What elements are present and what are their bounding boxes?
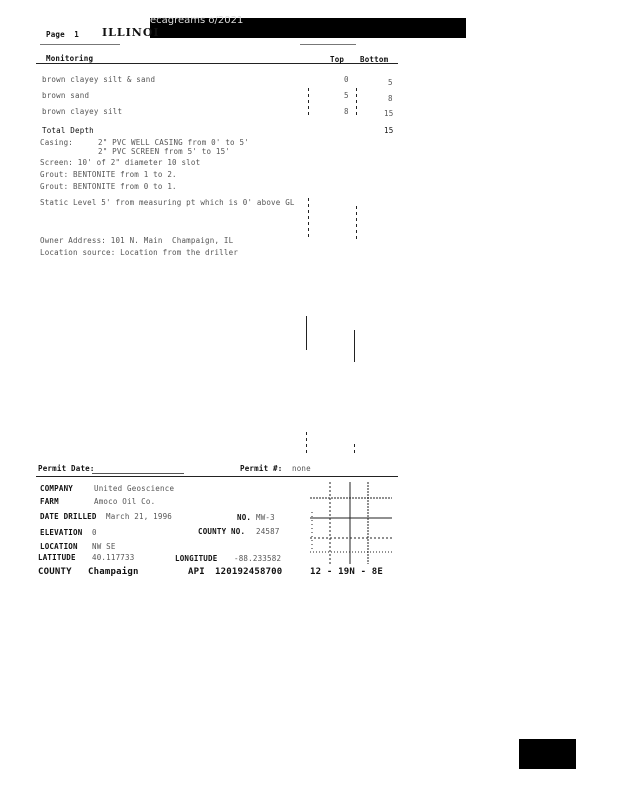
location-label: LOCATION: [40, 542, 78, 551]
col-bottom: Bottom: [360, 55, 389, 64]
scan-mark: [306, 316, 307, 350]
no-value: MW-3: [256, 513, 275, 522]
farm-label: FARM: [40, 497, 59, 506]
casing-line-2: 2" PVC SCREEN from 5' to 15': [98, 147, 231, 156]
owner-address-line: Owner Address: 101 N. Main Champaign, IL: [40, 236, 234, 245]
footer-rule: [36, 476, 398, 477]
stratum-bottom: 15: [384, 109, 394, 118]
permit-date-label: Permit Date:: [38, 464, 95, 473]
county-no-label: COUNTY NO.: [198, 527, 246, 536]
stratum-desc: brown clayey silt & sand: [42, 75, 156, 84]
grout-line-1: Grout: BENTONITE from 1 to 2.: [40, 170, 177, 179]
col-top: Top: [330, 55, 345, 64]
elevation-value: 0: [92, 528, 97, 537]
scan-mark: [356, 88, 357, 118]
date-drilled-value: March 21, 1996: [106, 512, 173, 521]
permit-no-label: Permit #:: [240, 464, 283, 473]
scan-mark: [308, 198, 309, 238]
document-title: ILLINOI: [102, 26, 160, 39]
scan-mark: [308, 88, 309, 118]
county-no-value: 24587: [256, 527, 280, 536]
total-depth-value: 15: [384, 126, 394, 135]
elevation-label: ELEVATION: [40, 528, 83, 537]
location-value: NW SE: [92, 542, 116, 551]
section-grid: [310, 482, 392, 564]
date-drilled-label: DATE DRILLED: [40, 512, 97, 521]
scan-mark: [306, 432, 307, 454]
screen-line: Screen: 10' of 2" diameter 10 slot: [40, 158, 201, 167]
redaction-bar: [150, 15, 466, 38]
rule: [300, 44, 356, 45]
stratum-top: 5: [344, 91, 349, 100]
stratum-desc: brown sand: [42, 91, 90, 100]
latitude-value: 40.117733: [92, 553, 135, 562]
grout-line-2: Grout: BENTONITE from 0 to 1.: [40, 182, 177, 191]
casing-label: Casing:: [40, 138, 74, 147]
scan-mark: [354, 444, 355, 456]
scan-mark: [354, 330, 355, 362]
rule: [40, 44, 120, 45]
county-label: COUNTY: [38, 567, 72, 577]
api-value: 120192458700: [215, 567, 283, 577]
stratum-desc: brown clayey silt: [42, 107, 123, 116]
corner-block: [519, 739, 576, 769]
company-label: COMPANY: [40, 484, 74, 493]
twp-range-value: 12 - 19N - 8E: [310, 567, 384, 577]
stratum-top: 0: [344, 75, 349, 84]
section-monitoring: Monitoring: [46, 54, 94, 63]
no-label: NO.: [237, 513, 252, 522]
longitude-value: -88.233582: [234, 554, 282, 563]
county-value: Champaign: [88, 567, 139, 577]
static-level-line: Static Level 5' from measuring pt which is 0' above GL: [40, 198, 295, 207]
company-value: United Geoscience: [94, 484, 175, 493]
farm-value: Amoco Oil Co.: [94, 497, 156, 506]
stratum-bottom: 5: [388, 78, 393, 87]
stratum-bottom: 8: [388, 94, 393, 103]
location-source-line: Location source: Location from the driller: [40, 248, 239, 257]
scan-mark: [356, 206, 357, 242]
total-depth-label: Total Depth: [42, 126, 94, 135]
permit-no-value: none: [292, 464, 311, 473]
api-label: API: [188, 567, 205, 577]
latitude-label: LATITUDE: [38, 553, 76, 562]
stamp-text: ecagreams o/2021: [150, 15, 244, 26]
casing-line-1: 2" PVC WELL CASING from 0' to 5': [98, 138, 249, 147]
longitude-label: LONGITUDE: [175, 554, 218, 563]
stratum-top: 8: [344, 107, 349, 116]
page-label: Page 1: [46, 30, 80, 39]
permit-date-underline: [92, 473, 184, 474]
